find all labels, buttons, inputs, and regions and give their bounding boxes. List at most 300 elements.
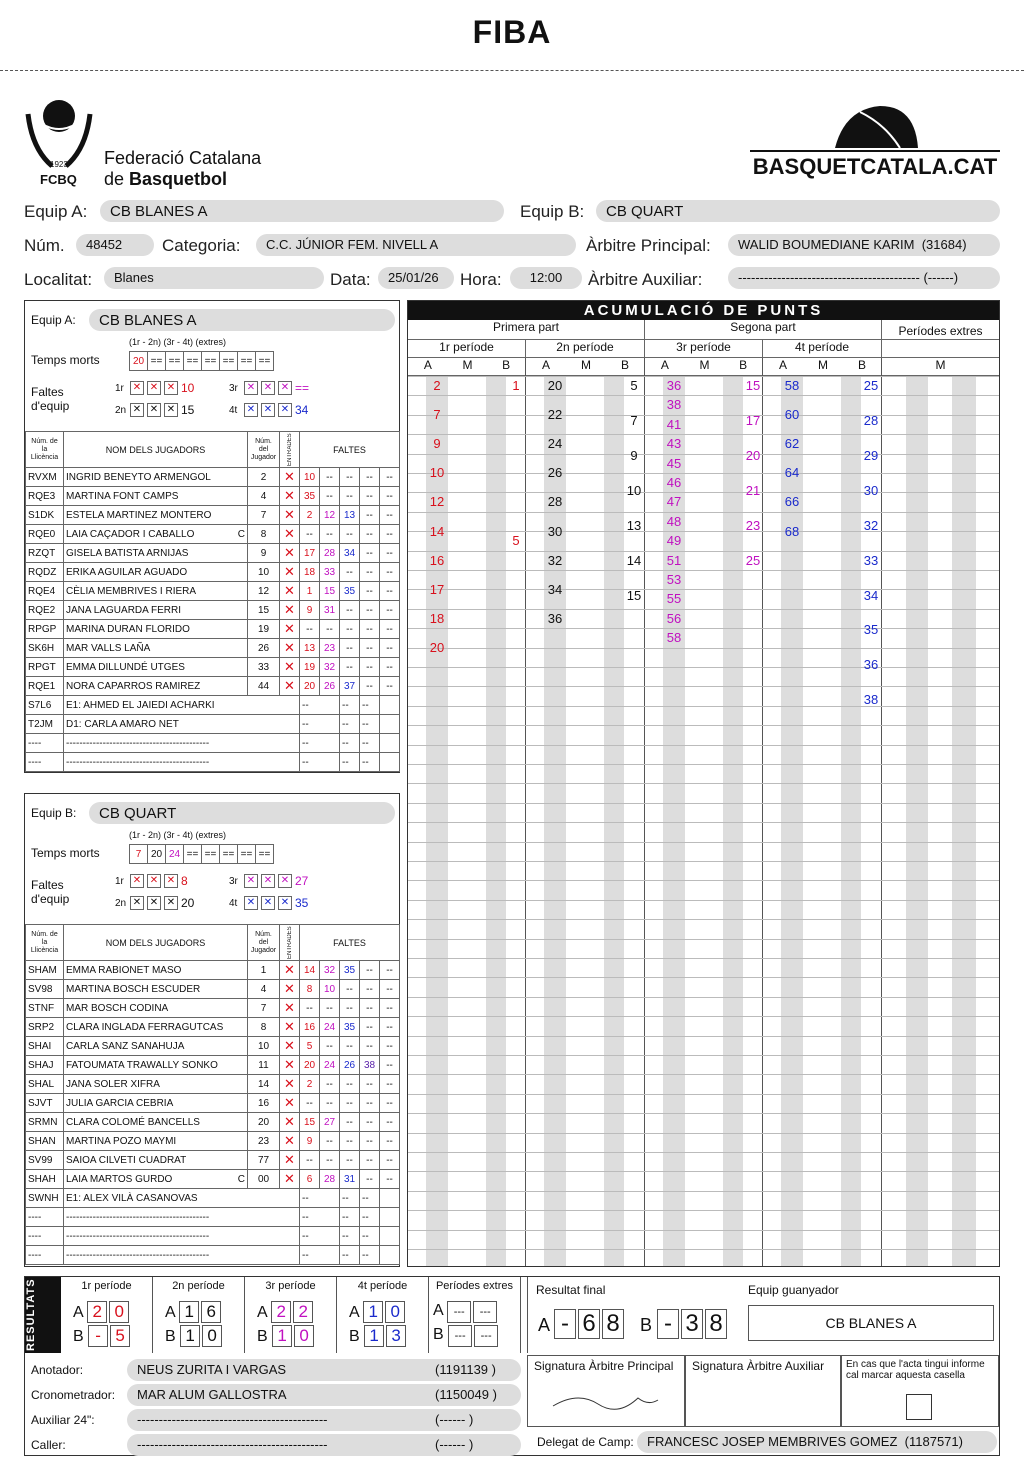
foul-cell[interactable]: -- xyxy=(340,1094,360,1113)
foul-cell[interactable]: 31 xyxy=(340,1170,360,1189)
acc-a-score[interactable]: 56 xyxy=(666,610,682,626)
foul-cell[interactable]: -- xyxy=(360,544,380,563)
entry-mark[interactable]: ✕ xyxy=(280,1170,300,1189)
foul-cell[interactable]: -- xyxy=(360,1132,380,1151)
acc-a-score[interactable]: 16 xyxy=(429,552,445,568)
timeout-cell[interactable]: == xyxy=(148,352,166,371)
timeout-cell[interactable]: == xyxy=(238,845,256,864)
foul-cell[interactable]: -- xyxy=(300,1151,320,1170)
foul-cell[interactable]: -- xyxy=(360,1113,380,1132)
foul-cell[interactable]: 35 xyxy=(340,961,360,980)
foul-cell[interactable]: -- xyxy=(360,506,380,525)
score-digit[interactable]: 5 xyxy=(110,1325,130,1347)
player-row xyxy=(26,525,400,544)
foul-cell[interactable]: 32 xyxy=(320,658,340,677)
score-digit[interactable]: --- xyxy=(473,1301,497,1323)
entry-mark[interactable]: ✕ xyxy=(280,658,300,677)
acc-a-score[interactable]: 43 xyxy=(666,436,682,452)
foul-cell[interactable]: 35 xyxy=(340,1018,360,1037)
foul-cell[interactable]: -- xyxy=(320,468,340,487)
acc-b-score[interactable]: 7 xyxy=(630,412,638,428)
acc-a-score[interactable]: 26 xyxy=(547,465,563,481)
acc-b-score[interactable]: 32 xyxy=(863,517,879,533)
acc-b-score[interactable]: 25 xyxy=(745,552,761,568)
timeout-cell[interactable]: == xyxy=(256,845,274,864)
foul-cell[interactable]: 9 xyxy=(300,601,320,620)
score-digit[interactable]: 2 xyxy=(271,1301,291,1323)
acc-a-score[interactable]: 7 xyxy=(433,407,441,423)
foul-cell[interactable]: 32 xyxy=(320,961,340,980)
acc-a-score[interactable]: 58 xyxy=(784,378,800,393)
staff-name-text: ALEX VILÀ CASANOVAS xyxy=(83,1192,198,1204)
foul-cell[interactable]: -- xyxy=(360,980,380,999)
score-digit[interactable]: 2 xyxy=(293,1301,313,1323)
player-name xyxy=(64,525,248,544)
foul-cell[interactable]: 1 xyxy=(300,582,320,601)
official-field[interactable]: MAR ALUM GALLOSTRA (1150049 ) xyxy=(127,1384,521,1406)
foul-cell[interactable]: -- xyxy=(360,658,380,677)
foul-cell[interactable]: -- xyxy=(380,1037,400,1056)
foul-cell[interactable]: 38 xyxy=(360,1056,380,1075)
score-digit[interactable]: --- xyxy=(448,1325,472,1347)
acc-a-score[interactable]: 18 xyxy=(429,610,445,626)
score-digit[interactable]: 0 xyxy=(202,1325,222,1347)
player-row xyxy=(26,1056,400,1075)
acc-b-score[interactable]: 15 xyxy=(745,378,761,393)
foul-cell[interactable]: -- xyxy=(380,639,400,658)
timeout-cell[interactable]: 20 xyxy=(148,845,166,864)
player-lic: RQE3 xyxy=(26,487,64,506)
score-digit[interactable]: 6 xyxy=(201,1301,221,1323)
entry-mark[interactable]: ✕ xyxy=(280,582,300,601)
acc-a-score[interactable]: 30 xyxy=(547,523,563,539)
foul-cell[interactable]: -- xyxy=(380,1075,400,1094)
acc-b-score[interactable]: 17 xyxy=(745,412,761,428)
acc-a-score[interactable]: 51 xyxy=(666,552,682,568)
score-digit[interactable]: - xyxy=(88,1325,108,1347)
foul-cell[interactable]: 10 xyxy=(300,468,320,487)
foul-cell[interactable]: -- xyxy=(340,1132,360,1151)
foul-cell[interactable]: -- xyxy=(360,1151,380,1170)
foul-cell[interactable]: -- xyxy=(360,620,380,639)
player-row xyxy=(26,468,400,487)
foul-cell[interactable]: -- xyxy=(340,999,360,1018)
staff-row: ---- ------------------------------------------- -- -- -- xyxy=(26,1227,400,1246)
data-field[interactable]: 25/01/26 xyxy=(378,267,454,289)
player-number: 9 xyxy=(248,544,280,563)
foul-cell[interactable]: 18 xyxy=(300,563,320,582)
foul-cell[interactable]: -- xyxy=(340,1151,360,1170)
foul-cell[interactable]: -- xyxy=(380,1094,400,1113)
final-digit[interactable]: 6 xyxy=(578,1309,600,1339)
acc-a-score[interactable]: 46 xyxy=(666,475,682,490)
acc-a-score[interactable]: 41 xyxy=(666,416,682,432)
entry-mark[interactable]: ✕ xyxy=(280,980,300,999)
acc-a-score[interactable]: 45 xyxy=(666,455,682,471)
foul-cell[interactable]: -- xyxy=(300,999,320,1018)
foul-cell[interactable]: 9 xyxy=(300,1132,320,1151)
acc-a-score[interactable]: 2 xyxy=(433,378,441,393)
foul-cell[interactable]: -- xyxy=(360,1075,380,1094)
foul-cell[interactable]: -- xyxy=(320,620,340,639)
acc-b-score[interactable]: 29 xyxy=(863,447,879,463)
report-checkbox[interactable] xyxy=(906,1394,932,1420)
team-a-panel xyxy=(24,300,400,773)
foul-cell[interactable]: -- xyxy=(320,1037,340,1056)
score-digit[interactable]: 1 xyxy=(272,1325,292,1347)
col-nom: NOM DELS JUGADORS xyxy=(64,432,248,468)
final-digit[interactable]: - xyxy=(554,1309,576,1339)
foul-cell[interactable]: -- xyxy=(380,1132,400,1151)
acc-b-score[interactable]: 34 xyxy=(863,587,879,603)
foul-cell[interactable]: -- xyxy=(320,525,340,544)
acc-b-score[interactable]: 20 xyxy=(745,447,761,463)
score-digit[interactable]: 1 xyxy=(364,1325,384,1347)
foul-cell[interactable]: 24 xyxy=(320,1056,340,1075)
foul-cell[interactable]: -- xyxy=(320,999,340,1018)
acc-a-score[interactable]: 20 xyxy=(429,639,445,655)
entry-mark[interactable]: ✕ xyxy=(280,544,300,563)
foul-cell[interactable]: 10 xyxy=(320,980,340,999)
acc-a-score[interactable]: 36 xyxy=(547,610,563,626)
foul-cell[interactable]: -- xyxy=(380,1018,400,1037)
foul-cell[interactable]: -- xyxy=(360,487,380,506)
foul-cell[interactable]: -- xyxy=(360,1018,380,1037)
team-fouls-period: 2n ✕ ✕ ✕ 15 xyxy=(115,403,195,417)
foul-cell[interactable]: -- xyxy=(340,468,360,487)
final-digit[interactable]: 3 xyxy=(681,1309,703,1339)
acc-b-score[interactable]: 36 xyxy=(863,657,879,673)
score-digit[interactable]: --- xyxy=(474,1325,498,1347)
final-digit[interactable]: 8 xyxy=(602,1309,624,1339)
acc-b-score[interactable]: 23 xyxy=(745,517,761,533)
entry-mark[interactable]: ✕ xyxy=(280,487,300,506)
foul-cell[interactable]: -- xyxy=(340,658,360,677)
acc-a-score[interactable]: 62 xyxy=(784,436,800,452)
foul-cell[interactable]: 15 xyxy=(320,582,340,601)
foul-cell[interactable]: 23 xyxy=(320,639,340,658)
foul-cell[interactable]: 35 xyxy=(340,582,360,601)
foul-cell[interactable]: -- xyxy=(380,601,400,620)
official-field[interactable]: -------------------------------------------- (------ ) xyxy=(127,1434,521,1456)
foul-cell[interactable]: 28 xyxy=(320,1170,340,1189)
foul-cell[interactable]: 19 xyxy=(300,658,320,677)
foul-cell[interactable]: -- xyxy=(380,1170,400,1189)
foul-cell[interactable]: 37 xyxy=(340,677,360,696)
acc-a-score[interactable]: 66 xyxy=(784,494,800,510)
foul-cell[interactable]: -- xyxy=(380,999,400,1018)
foul-cell[interactable]: -- xyxy=(380,658,400,677)
foul-cell[interactable]: 24 xyxy=(320,1018,340,1037)
timeout-cell[interactable]: == xyxy=(184,352,202,371)
acc-a-score[interactable]: 55 xyxy=(666,591,682,607)
entry-mark[interactable]: ✕ xyxy=(280,1056,300,1075)
foul-cell[interactable]: -- xyxy=(360,563,380,582)
player-name xyxy=(64,961,248,980)
acc-a-score[interactable]: 48 xyxy=(666,513,682,529)
foul-cell[interactable]: -- xyxy=(380,620,400,639)
acc-b-score[interactable]: 28 xyxy=(863,412,879,428)
timeout-cell[interactable]: == xyxy=(166,352,184,371)
foul-cell[interactable]: -- xyxy=(360,1037,380,1056)
foul-cell[interactable]: 5 xyxy=(300,1037,320,1056)
acc-a-head: A xyxy=(778,358,787,372)
acc-period-col xyxy=(526,358,645,1266)
score-digit[interactable]: 3 xyxy=(386,1325,406,1347)
timeout-cell[interactable]: 7 xyxy=(130,845,148,864)
num-field[interactable]: 48452 xyxy=(76,234,154,256)
foul-cell[interactable]: -- xyxy=(360,468,380,487)
foul-cell[interactable]: 2 xyxy=(300,506,320,525)
foul-cell[interactable]: -- xyxy=(340,620,360,639)
acc-b-score[interactable]: 38 xyxy=(863,692,879,708)
foul-cell[interactable]: -- xyxy=(340,525,360,544)
foul-cell[interactable]: 12 xyxy=(320,506,340,525)
team-name[interactable]: CB BLANES A xyxy=(89,309,395,331)
acc-b-score[interactable]: 33 xyxy=(863,552,879,568)
foul-cell[interactable]: -- xyxy=(340,639,360,658)
timeout-cell[interactable]: == xyxy=(184,845,202,864)
foul-cell[interactable]: -- xyxy=(360,677,380,696)
score-digit[interactable]: 0 xyxy=(294,1325,314,1347)
foul-cell[interactable]: -- xyxy=(300,1094,320,1113)
delegat-field[interactable]: FRANCESC JOSEP MEMBRIVES GOMEZ (1187571) xyxy=(637,1431,997,1453)
foul-cell[interactable]: 27 xyxy=(320,1113,340,1132)
foul-cell[interactable]: 13 xyxy=(300,639,320,658)
foul-cell[interactable]: -- xyxy=(320,1075,340,1094)
foul-cell[interactable]: 35 xyxy=(300,487,320,506)
localitat-field[interactable]: Blanes xyxy=(104,267,324,289)
timeout-cell[interactable]: == xyxy=(220,352,238,371)
entry-mark[interactable]: ✕ xyxy=(280,1094,300,1113)
foul-cell[interactable]: -- xyxy=(360,582,380,601)
acc-b-score[interactable]: 21 xyxy=(745,482,761,498)
acc-a-score[interactable]: 22 xyxy=(547,407,563,423)
entry-mark[interactable]: ✕ xyxy=(280,620,300,639)
entry-mark[interactable]: ✕ xyxy=(280,1113,300,1132)
entry-mark[interactable]: ✕ xyxy=(280,999,300,1018)
winner-field[interactable]: CB BLANES A xyxy=(748,1305,994,1341)
foul-cell[interactable]: -- xyxy=(380,1113,400,1132)
timeout-cell[interactable]: == xyxy=(202,845,220,864)
foul-cell[interactable]: 15 xyxy=(300,1113,320,1132)
acc-a-score[interactable]: 9 xyxy=(433,436,441,452)
acc-b-score[interactable]: 15 xyxy=(626,587,642,603)
player-name-text: NORA CAPARROS RAMIREZ xyxy=(66,680,201,692)
foul-cell[interactable]: 31 xyxy=(320,601,340,620)
acc-a-score[interactable]: 17 xyxy=(429,581,445,597)
entry-mark[interactable]: ✕ xyxy=(280,563,300,582)
foul-cell[interactable]: 17 xyxy=(300,544,320,563)
official-field[interactable]: NEUS ZURITA I VARGAS (1191139 ) xyxy=(127,1359,521,1381)
foul-cell[interactable]: -- xyxy=(360,601,380,620)
acc-b-score[interactable]: 5 xyxy=(630,378,638,393)
acc-p3: 3r període xyxy=(645,340,763,357)
foul-cell[interactable]: -- xyxy=(340,487,360,506)
player-row xyxy=(26,1170,400,1189)
foul-cell[interactable]: -- xyxy=(380,961,400,980)
final-digit[interactable]: - xyxy=(657,1309,679,1339)
score-digit[interactable]: 1 xyxy=(179,1301,199,1323)
entry-mark[interactable]: ✕ xyxy=(280,506,300,525)
score-digit[interactable]: 1 xyxy=(180,1325,200,1347)
foul-cell[interactable]: -- xyxy=(340,1075,360,1094)
entry-mark[interactable]: ✕ xyxy=(280,601,300,620)
foul-cell[interactable]: -- xyxy=(360,999,380,1018)
acc-b-score[interactable]: 13 xyxy=(626,517,642,533)
equip-b-field[interactable]: CB QUART xyxy=(596,200,1000,222)
foul-cell[interactable]: -- xyxy=(340,1113,360,1132)
acc-a-score[interactable]: 49 xyxy=(666,533,682,549)
staff-lic: ---- xyxy=(26,1227,64,1246)
foul-cell[interactable]: -- xyxy=(380,1151,400,1170)
acc-b-score[interactable]: 35 xyxy=(863,622,879,638)
foul-cell[interactable]: 28 xyxy=(320,544,340,563)
score-digit[interactable]: 0 xyxy=(385,1301,405,1323)
acc-a-score[interactable]: 53 xyxy=(666,572,682,587)
categoria-field[interactable]: C.C. JÚNIOR FEM. NIVELL A xyxy=(256,234,576,256)
foul-cell[interactable]: -- xyxy=(380,506,400,525)
hora-field[interactable]: 12:00 xyxy=(510,267,582,289)
equip-a-field[interactable]: CB BLANES A xyxy=(100,200,504,222)
official-field[interactable]: -------------------------------------------- (------ ) xyxy=(127,1409,521,1431)
foul-cell[interactable]: -- xyxy=(320,1132,340,1151)
entry-mark[interactable]: ✕ xyxy=(280,1151,300,1170)
acc-a-score[interactable]: 28 xyxy=(547,494,563,510)
acc-b-head: B xyxy=(857,358,866,372)
acc-b-score[interactable]: 25 xyxy=(863,378,879,393)
aux-field[interactable]: ------------------------------------------ (------) xyxy=(728,267,1000,289)
foul-cell[interactable]: 14 xyxy=(300,961,320,980)
result-b-row: B - 5 xyxy=(73,1325,132,1347)
foul-cell[interactable]: 6 xyxy=(300,1170,320,1189)
foul-cell[interactable]: -- xyxy=(360,961,380,980)
foul-cell[interactable]: 20 xyxy=(300,677,320,696)
foul-cell[interactable]: -- xyxy=(380,487,400,506)
acc-a-score[interactable]: 58 xyxy=(666,630,682,646)
foul-cell[interactable]: -- xyxy=(360,639,380,658)
team-name[interactable]: CB QUART xyxy=(89,802,395,824)
entry-mark[interactable]: ✕ xyxy=(280,961,300,980)
entry-mark[interactable]: ✕ xyxy=(280,1075,300,1094)
foul-cell[interactable]: -- xyxy=(340,601,360,620)
timeout-cell[interactable]: 24 xyxy=(166,845,184,864)
foul-cell[interactable]: -- xyxy=(300,525,320,544)
timeout-cell[interactable]: == xyxy=(220,845,238,864)
foul-cell[interactable]: -- xyxy=(380,468,400,487)
foul-cell[interactable]: -- xyxy=(380,677,400,696)
timeout-cell[interactable]: == xyxy=(202,352,220,371)
staff-name-text: ------------------------------------------- xyxy=(66,756,210,768)
score-digit[interactable]: 2 xyxy=(87,1301,107,1323)
acc-a-score[interactable]: 20 xyxy=(547,378,563,393)
staff-name xyxy=(64,753,300,772)
foul-cell[interactable]: 2 xyxy=(300,1075,320,1094)
foul-cell[interactable]: -- xyxy=(380,582,400,601)
player-lic: SRP2 xyxy=(26,1018,64,1037)
foul-cell[interactable]: -- xyxy=(300,620,320,639)
foul-cell[interactable]: 26 xyxy=(320,677,340,696)
acc-a-score[interactable]: 60 xyxy=(784,407,800,423)
acc-a-score[interactable]: 38 xyxy=(666,397,682,413)
score-digit[interactable]: 1 xyxy=(363,1301,383,1323)
acc-a-score[interactable]: 10 xyxy=(429,465,445,481)
acc-a-score[interactable]: 24 xyxy=(547,436,563,452)
acc-b-score[interactable]: 9 xyxy=(630,447,638,463)
sig-auxiliar[interactable] xyxy=(685,1355,841,1427)
foul-cell[interactable]: -- xyxy=(380,563,400,582)
foul-cell[interactable]: 16 xyxy=(300,1018,320,1037)
sig-principal[interactable] xyxy=(527,1355,685,1427)
entry-mark[interactable]: ✕ xyxy=(280,677,300,696)
foul-cell[interactable]: -- xyxy=(360,1170,380,1189)
acc-a-score[interactable]: 32 xyxy=(547,552,563,568)
entry-mark[interactable]: ✕ xyxy=(280,525,300,544)
foul-cell[interactable]: -- xyxy=(320,1151,340,1170)
foul-cell[interactable]: 8 xyxy=(300,980,320,999)
player-number: 16 xyxy=(248,1094,280,1113)
score-digit[interactable]: 0 xyxy=(109,1301,129,1323)
acc-a-score[interactable]: 47 xyxy=(666,494,682,510)
acc-a-score[interactable]: 12 xyxy=(429,494,445,510)
foul-cell[interactable]: -- xyxy=(340,563,360,582)
foul-cell[interactable]: -- xyxy=(380,525,400,544)
foul-cell[interactable]: -- xyxy=(320,1094,340,1113)
entry-mark[interactable]: ✕ xyxy=(280,639,300,658)
foul-cell[interactable]: -- xyxy=(360,525,380,544)
col-faltes: FALTES xyxy=(300,432,400,468)
entry-mark[interactable]: ✕ xyxy=(280,1018,300,1037)
acc-a-score[interactable]: 64 xyxy=(784,465,800,481)
foul-cell[interactable]: 20 xyxy=(300,1056,320,1075)
acc-a-score[interactable]: 68 xyxy=(784,523,800,539)
foul-cell[interactable]: 13 xyxy=(340,506,360,525)
entry-mark[interactable]: ✕ xyxy=(280,1037,300,1056)
foul-cell[interactable]: -- xyxy=(340,1037,360,1056)
foul-cell[interactable]: -- xyxy=(380,1056,400,1075)
foul-cell[interactable]: -- xyxy=(320,487,340,506)
foul-cell[interactable]: -- xyxy=(380,980,400,999)
foul-cell[interactable]: -- xyxy=(360,1094,380,1113)
foul-cell[interactable]: -- xyxy=(340,980,360,999)
entry-mark[interactable]: ✕ xyxy=(280,1132,300,1151)
timeout-cell[interactable]: == xyxy=(256,352,274,371)
arbitre-field[interactable]: WALID BOUMEDIANE KARIM (31684) xyxy=(728,234,1000,256)
foul-cell[interactable]: 34 xyxy=(340,544,360,563)
entry-mark[interactable]: ✕ xyxy=(280,468,300,487)
timeout-cell[interactable]: == xyxy=(238,352,256,371)
acc-b-score[interactable]: 30 xyxy=(863,482,879,498)
acc-b-score[interactable]: 14 xyxy=(626,552,642,568)
acc-b-score[interactable]: 1 xyxy=(512,378,520,393)
player-number: 44 xyxy=(248,677,280,696)
acc-b-score[interactable]: 10 xyxy=(626,482,642,498)
foul-cell[interactable]: -- xyxy=(380,544,400,563)
player-number: 4 xyxy=(248,487,280,506)
acc-a-score[interactable]: 14 xyxy=(429,523,445,539)
periods-hint: (1r - 2n) (3r - 4t) (extres) xyxy=(129,830,227,840)
foul-cell[interactable]: 33 xyxy=(320,563,340,582)
acc-p4: 4t període xyxy=(763,340,882,357)
final-digit[interactable]: 8 xyxy=(705,1309,727,1339)
num-label: Núm. xyxy=(24,236,65,255)
timeout-cell[interactable]: 20 xyxy=(130,352,148,371)
score-digit[interactable]: --- xyxy=(447,1301,471,1323)
acc-b-score[interactable]: 5 xyxy=(512,533,520,549)
foul-cell[interactable]: 26 xyxy=(340,1056,360,1075)
acc-a-score[interactable]: 34 xyxy=(547,581,563,597)
acc-a-score[interactable]: 36 xyxy=(666,378,682,393)
